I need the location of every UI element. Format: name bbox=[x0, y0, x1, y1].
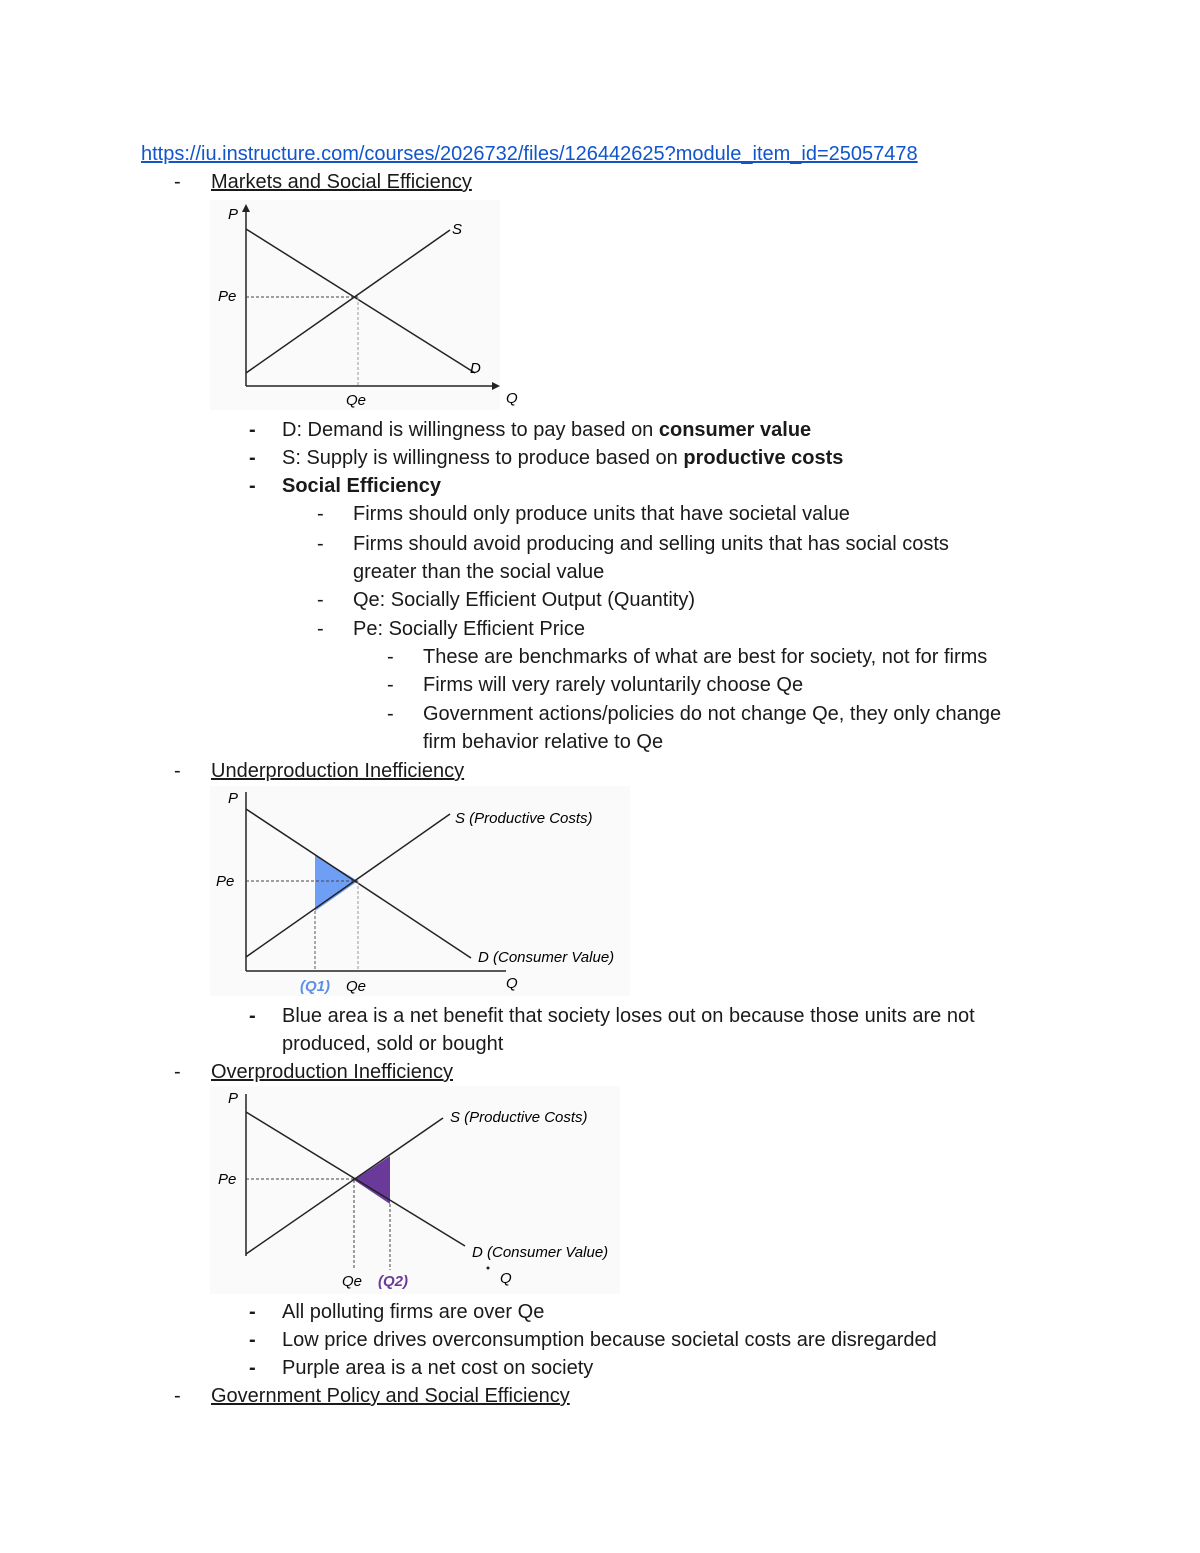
stray-dot bbox=[487, 1267, 490, 1270]
p-axis-label: P bbox=[228, 1090, 239, 1107]
q-axis-label: Q bbox=[506, 975, 518, 992]
supply-label: S (Productive Costs) bbox=[455, 810, 593, 827]
underproduction-chart bbox=[210, 786, 638, 998]
bullet-dash: - bbox=[317, 589, 324, 611]
qe-label: Qe bbox=[346, 978, 367, 995]
supply-label: S (Productive Costs) bbox=[450, 1109, 588, 1126]
p-axis-label: P bbox=[228, 206, 239, 223]
pe-label: Pe bbox=[218, 288, 237, 305]
bullet-dash: - bbox=[174, 1061, 181, 1083]
q-axis-label: Q bbox=[506, 390, 518, 407]
bullet-dash: - bbox=[174, 171, 181, 193]
bullet-dash: - bbox=[317, 503, 324, 525]
section-heading-overproduction: Overproduction Inefficiency bbox=[211, 1061, 453, 1083]
bullet-dash: - bbox=[174, 1385, 181, 1407]
bullet-social-efficiency: Social Efficiency bbox=[282, 475, 441, 497]
bullet-demand: D: Demand is willingness to pay based on consumer value bbox=[282, 419, 812, 441]
bullet-dash: - bbox=[249, 1357, 256, 1379]
section-heading-underproduction: Underproduction Inefficiency bbox=[211, 760, 465, 782]
sub-bullet: Pe: Socially Efficient Price bbox=[353, 618, 585, 640]
q2-label: (Q2) bbox=[378, 1273, 408, 1290]
bullet-dash: - bbox=[249, 1301, 256, 1323]
p-axis-label: P bbox=[228, 790, 239, 807]
supply-demand-chart bbox=[210, 200, 530, 414]
bullet-dash: - bbox=[317, 618, 324, 640]
sub-bullet: Firms should avoid producing and selling units that has social costs bbox=[353, 533, 949, 555]
demand-label: D (Consumer Value) bbox=[478, 949, 615, 966]
bullet-dash: - bbox=[387, 646, 394, 668]
sub-sub-bullet: Firms will very rarely voluntarily choose Qe bbox=[423, 674, 804, 696]
q-axis-label: Q bbox=[500, 1270, 512, 1287]
bullet-purple-area: Purple area is a net cost on society bbox=[282, 1357, 594, 1379]
sub-bullet: Firms should only produce units that have societal value bbox=[353, 503, 850, 525]
demand-label: D (Consumer Value) bbox=[472, 1244, 609, 1261]
sub-sub-bullet-continuation: firm behavior relative to Qe bbox=[423, 731, 664, 753]
sub-sub-bullet: These are benchmarks of what are best for society, not for firms bbox=[423, 646, 988, 668]
bullet-blue-area-continuation: produced, sold or bought bbox=[282, 1033, 504, 1055]
bullet-supply: S: Supply is willingness to produce based on productive costs bbox=[282, 447, 844, 469]
sub-bullet-continuation: greater than the social value bbox=[353, 561, 605, 583]
pe-label: Pe bbox=[218, 1171, 237, 1188]
source-link[interactable]: https://iu.instructure.com/courses/2026732/files/126442625?module_item_id=25057478 bbox=[141, 143, 918, 165]
bullet-dash: - bbox=[249, 419, 256, 441]
demand-label: D bbox=[470, 360, 481, 377]
supply-label: S bbox=[452, 221, 463, 238]
bullet-polluting-firms: All polluting firms are over Qe bbox=[282, 1301, 545, 1323]
pe-label: Pe bbox=[216, 873, 235, 890]
bullet-dash: - bbox=[387, 703, 394, 725]
bullet-dash: - bbox=[174, 760, 181, 782]
overproduction-chart bbox=[210, 1086, 624, 1298]
bullet-dash: - bbox=[249, 1329, 256, 1351]
bullet-dash: - bbox=[249, 447, 256, 469]
sub-sub-bullet: Government actions/policies do not change Qe, they only change bbox=[423, 703, 1002, 725]
section-heading-government: Government Policy and Social Efficiency bbox=[211, 1385, 570, 1407]
bullet-low-price: Low price drives overconsumption because societal costs are disregarded bbox=[282, 1329, 937, 1351]
qe-label: Qe bbox=[346, 392, 367, 409]
qe-label: Qe bbox=[342, 1273, 363, 1290]
section-heading-markets: Markets and Social Efficiency bbox=[211, 171, 472, 193]
bullet-blue-area: Blue area is a net benefit that society loses out on because those units are not bbox=[282, 1005, 975, 1027]
bullet-dash: - bbox=[317, 533, 324, 555]
q1-label: (Q1) bbox=[300, 978, 330, 995]
bullet-dash: - bbox=[249, 1005, 256, 1027]
sub-bullet: Qe: Socially Efficient Output (Quantity) bbox=[353, 589, 696, 611]
bullet-dash: - bbox=[387, 674, 394, 696]
bullet-dash: - bbox=[249, 475, 256, 497]
